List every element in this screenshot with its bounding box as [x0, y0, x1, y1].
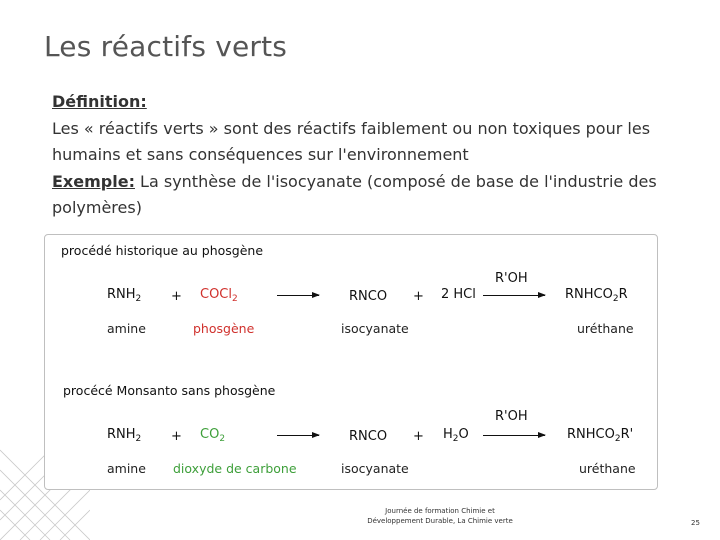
formula-tail: R: [618, 287, 628, 302]
monsanto-name-amine: amine: [107, 461, 146, 476]
formula-sub: 2: [135, 434, 142, 444]
formula-main: RNH: [107, 427, 136, 442]
formula-sub: 2: [135, 294, 142, 304]
monsanto-name-co2: dioxyde de carbone: [173, 461, 297, 476]
monsanto-plus-2: +: [413, 429, 424, 444]
historic-over-arrow-reagent: R'OH: [495, 271, 528, 286]
formula-main: RNH: [107, 287, 136, 302]
monsanto-plus-1: +: [171, 429, 182, 444]
formula-tail: R': [620, 427, 634, 442]
monsanto-urethane-formula: [567, 427, 633, 444]
example-paragraph: [52, 169, 702, 222]
historic-amine-formula: [107, 287, 141, 304]
monsanto-isocyanate-formula: RNCO: [349, 429, 388, 444]
example-text: La synthèse de l'isocyanate (composé de base de l'industrie des polymères): [52, 171, 657, 217]
historic-name-phosgene: phosgène: [193, 321, 255, 336]
monsanto-arrow-1: [277, 435, 319, 436]
historic-caption: procédé historique au phosgène: [61, 243, 264, 258]
example-label: Exemple:: [52, 171, 135, 191]
footer-line-2: Développement Durable, La Chimie verte: [367, 517, 513, 525]
monsanto-arrow-2: [483, 435, 545, 436]
footer-line-1: Journée de formation Chimie et: [385, 507, 495, 515]
formula-sub: 2: [452, 434, 459, 444]
slide-title: Les réactifs verts: [44, 30, 288, 63]
page-number: 25: [691, 519, 700, 527]
formula-main: CO: [200, 427, 220, 442]
formula-sub: 2: [219, 434, 226, 444]
historic-name-urethane: uréthane: [577, 321, 634, 336]
formula-sub: 2: [612, 294, 619, 304]
slide-body: [52, 89, 702, 222]
phosgene-formula: [200, 287, 238, 304]
historic-name-isocyanate: isocyanate: [341, 321, 409, 336]
historic-arrow-1: [277, 295, 319, 296]
historic-urethane-formula: [565, 287, 628, 304]
historic-plus-1: +: [171, 289, 182, 304]
formula-sub: 2: [232, 294, 238, 304]
water-formula: [443, 427, 469, 444]
formula-sub: 2: [614, 434, 621, 444]
definition-heading: Définition:: [52, 92, 147, 111]
formula-main: RNHCO: [567, 427, 615, 442]
historic-isocyanate-formula: RNCO: [349, 289, 388, 304]
hcl-formula: 2 HCl: [441, 287, 476, 302]
formula-main: COCl: [200, 287, 232, 302]
monsanto-caption: procécé Monsanto sans phosgène: [63, 383, 276, 398]
monsanto-amine-formula: [107, 427, 141, 444]
monsanto-over-arrow-reagent: R'OH: [495, 409, 528, 424]
monsanto-name-isocyanate: isocyanate: [341, 461, 409, 476]
reaction-scheme: [44, 234, 658, 490]
historic-name-amine: amine: [107, 321, 146, 336]
formula-main: H: [443, 427, 453, 442]
slide-footer: [345, 506, 535, 526]
historic-plus-2: +: [413, 289, 424, 304]
definition-text: Les « réactifs verts » sont des réactifs faiblement ou non toxiques pour les humains et sans conséquences sur l'environnement: [52, 118, 651, 164]
formula-main: RNHCO: [565, 287, 613, 302]
formula-tail: O: [458, 427, 469, 442]
co2-formula: [200, 427, 225, 444]
historic-arrow-2: [483, 295, 545, 296]
monsanto-name-urethane: uréthane: [579, 461, 636, 476]
